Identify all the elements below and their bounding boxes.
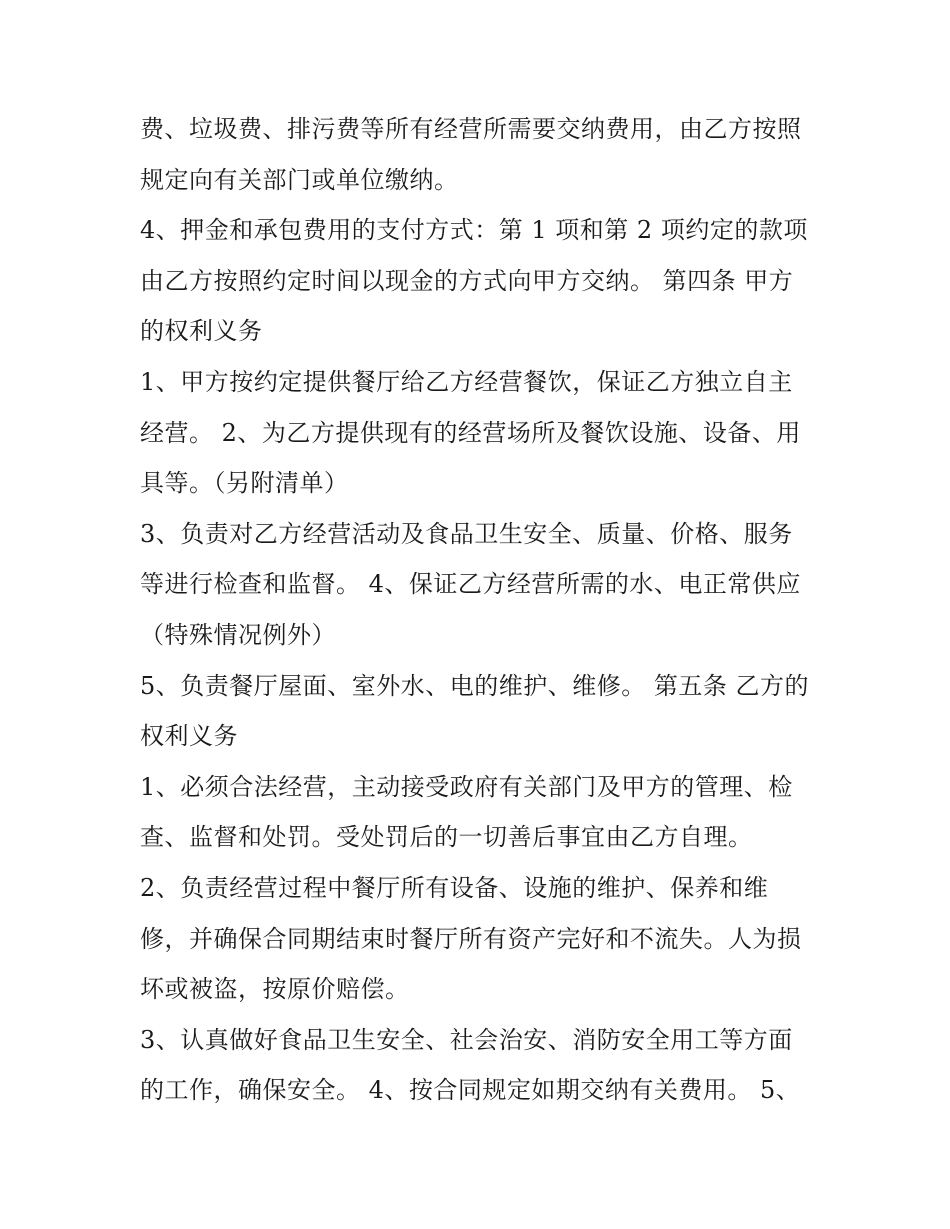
text-line: 1、甲方按约定提供餐厅给乙方经营餐饮，保证乙方独立自主 [140, 367, 793, 396]
text-line: 经营。 2、为乙方提供现有的经营场所及餐饮设施、设备、用 [140, 418, 801, 447]
text-line: 权利义务 [140, 722, 238, 751]
text-line: 查、监督和处罚。受处罚后的一切善后事宜由乙方自理。 [140, 823, 753, 852]
text-line: （特殊情况例外） [140, 620, 336, 649]
text-line: 4、押金和承包费用的支付方式：第 1 项和第 2 项约定的款项 [140, 216, 808, 245]
text-line: 修，并确保合同期结束时餐厅所有资产完好和不流失。人为损 [140, 924, 802, 953]
text-line: 由乙方按照约定时间以现金的方式向甲方交纳。 第四条 甲方 [140, 266, 794, 295]
text-line: 的工作，确保安全。 4、按合同规定如期交纳有关费用。 5、 [140, 1076, 801, 1105]
text-line: 具等。（另附清单） [140, 469, 349, 498]
text-line: 费、垃圾费、排污费等所有经营所需要交纳费用，由乙方按照 [140, 115, 802, 143]
contract-text [140, 104, 820, 1116]
text-line: 5、负责餐厅屋面、室外水、电的维护、维修。 第五条 乙方的 [140, 671, 810, 700]
text-line: 坏或被盗，按原价赔偿。 [140, 975, 410, 1004]
text-line: 规定向有关部门或单位缴纳。 [140, 165, 459, 194]
text-line: 的权利义务 [140, 317, 263, 346]
text-line: 3、负责对乙方经营活动及食品卫生安全、质量、价格、服务 [140, 519, 793, 548]
text-line: 等进行检查和监督。 4、保证乙方经营所需的水、电正常供应 [140, 570, 801, 599]
text-line: 1、必须合法经营，主动接受政府有关部门及甲方的管理、检 [140, 772, 793, 801]
text-line: 3、认真做好食品卫生安全、社会治安、消防安全用工等方面 [140, 1025, 793, 1054]
text-line: 2、负责经营过程中餐厅所有设备、设施的维护、保养和维 [140, 873, 769, 902]
